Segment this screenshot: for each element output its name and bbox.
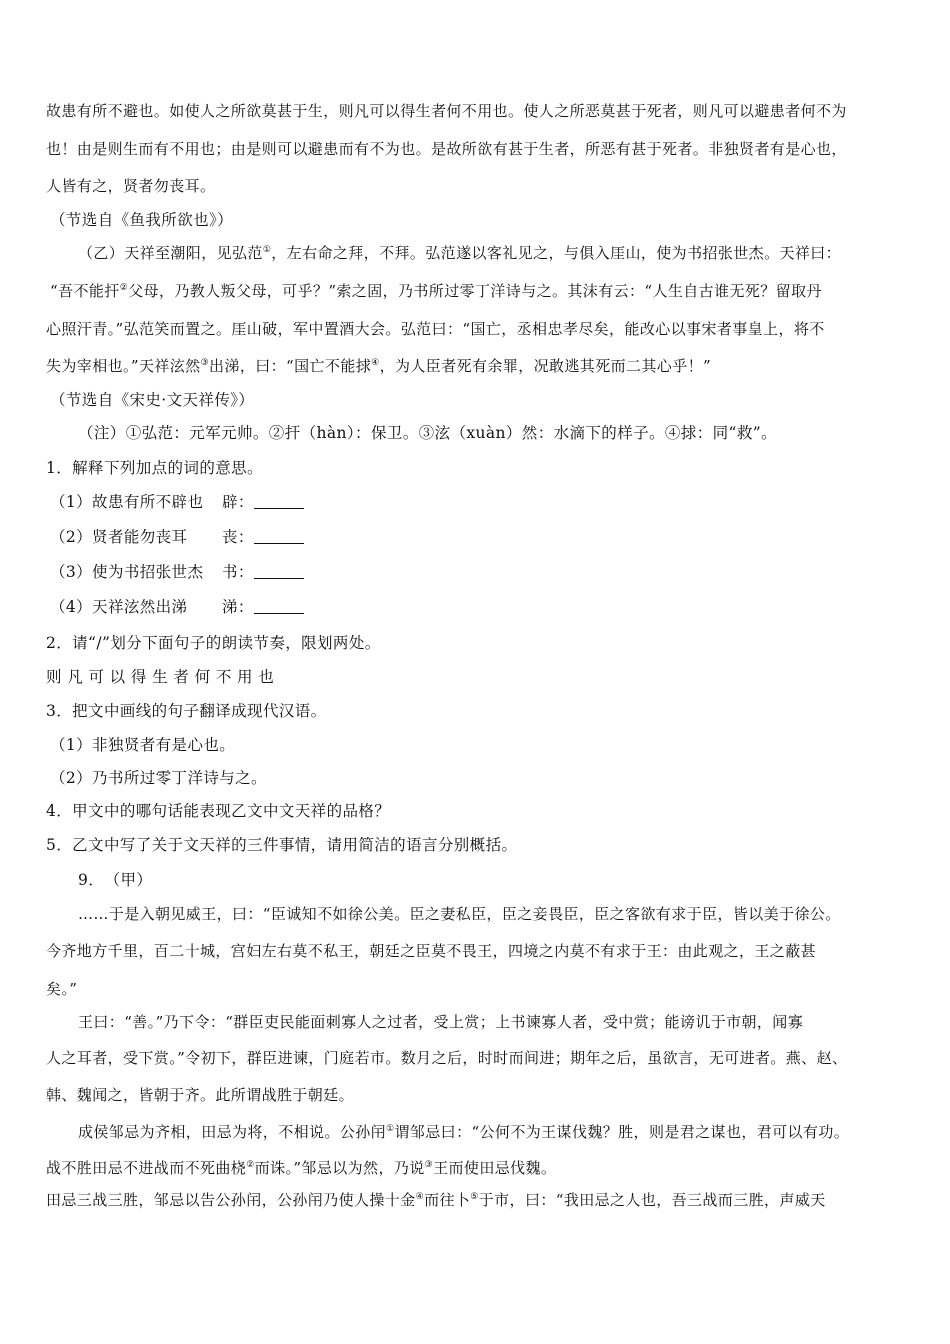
text-line: 人之耳者，受下赏。”令初下，群臣进谏，门庭若市。数月之后，时时而间进；期年之后，虽欲言，无可进者。燕、赵、 (46, 1049, 848, 1067)
text-line: 成侯邹忌为齐相，田忌为将，不相说。公孙闬①谓邹忌曰：“公何不为王谋伐魏？胜，则是君之谋也，君可以有功。 (78, 1123, 850, 1141)
text-line: 人皆有之，贤者勿丧耳。 (46, 177, 216, 195)
question-1-item: （3）使为书招张世杰 书： (50, 562, 304, 582)
text-line: 矣。” (46, 980, 78, 998)
text-line: （乙）天祥至潮阳，见弘范①，左右命之拜，不拜。弘范遂以客礼见之，与俱入厓山，使为书招张世杰。天祥曰： (78, 244, 842, 262)
question-2-sentence: 则 凡 可 以 得 生 者 何 不 用 也 (46, 668, 275, 686)
question-3: 3．把文中画线的句子翻译成现代汉语。 (46, 702, 327, 720)
question-3-item: （2）乃书所过零丁洋诗与之。 (50, 769, 267, 787)
text-line: “吾不能扞②父母，乃教人叛父母，可乎？”索之固，乃书所过零丁洋诗与之。其沫有云：“人生自古谁无死？留取丹 (50, 282, 822, 300)
answer-blank[interactable] (254, 529, 304, 544)
text-line: 也！由是则生而有不用也；由是则可以避患而有不为也。是故所欲有甚于生者，所恶有甚于死者。非独贤者有是心也， (46, 140, 847, 158)
text-line: 心照汗青。”弘范笑而置之。厓山破，军中置酒大会。弘范曰：“国亡，丞相忠孝尽矣，能改心以事宋者事皇上，将不 (46, 320, 825, 338)
answer-blank[interactable] (254, 599, 304, 614)
text-line: 战不胜田忌不进战而不死曲桡②而诛。”邹忌以为然，乃说③王而使田忌伐魏。 (46, 1159, 557, 1177)
source-citation: （节选自《鱼我所欲也》） (50, 211, 234, 229)
question-2: 2．请“/”划分下面句子的朗读节奏，限划两处。 (46, 634, 381, 652)
section-heading: 9． （甲） (78, 871, 153, 889)
text-line: 韩、魏闻之，皆朝于齐。此所谓战胜于朝廷。 (46, 1086, 355, 1104)
question-4: 4．甲文中的哪句话能表现乙文中文天祥的品格？ (46, 802, 391, 820)
text-line: 失为宰相也。”天祥泫然③出涕，曰：“国亡不能捄④，为人臣者死有余罪，况敢逃其死而二其心乎！” (46, 357, 712, 375)
question-1-item: （2）贤者能勿丧耳 丧： (50, 527, 304, 547)
question-1-item: （4）天祥泫然出涕 涕： (50, 597, 304, 617)
text-line: ……于是入朝见威王，曰：“臣诚知不如徐公美。臣之妻私臣，臣之妾畏臣，臣之客欲有求于臣，皆以美于徐公。 (78, 905, 841, 923)
notes: （注）①弘范：元军元帅。②扞（hàn）：保卫。③泫（xuàn）然：水滴下的样子。④捄：同“救”。 (78, 424, 777, 442)
text-line: 故患有所不避也。如使人之所欲莫甚于生，则凡可以得生者何不用也。使人之所恶莫甚于死者，则凡可以避患者何不为 (46, 102, 847, 120)
question-5: 5．乙文中写了关于文天祥的三件事情，请用简洁的语言分别概括。 (46, 836, 518, 854)
question-1-item: （1）故患有所不辟也 辟： (50, 492, 304, 512)
answer-blank[interactable] (254, 564, 304, 579)
text-line: 王曰：“善。”乃下令：“群臣吏民能面刺寡人之过者，受上赏；上书谏寡人者，受中赏；能谤讥于市朝，闻寡 (78, 1013, 804, 1031)
source-citation: （节选自《宋史·文天祥传》） (50, 391, 255, 409)
question-3-item: （1）非独贤者有是心也。 (50, 736, 236, 754)
answer-blank[interactable] (254, 494, 304, 509)
text-line: 今齐地方千里，百二十城，宫妇左右莫不私王，朝廷之臣莫不畏王，四境之内莫不有求于王：由此观之，王之蔽甚 (46, 942, 817, 960)
text-line: 田忌三战三胜，邹忌以告公孙闬，公孙闬乃使人操十金④而往卜⑤于市，曰：“我田忌之人也，吾三战而三胜，声威天 (46, 1191, 826, 1209)
question-1: 1．解释下列加点的词的意思。 (46, 459, 263, 477)
